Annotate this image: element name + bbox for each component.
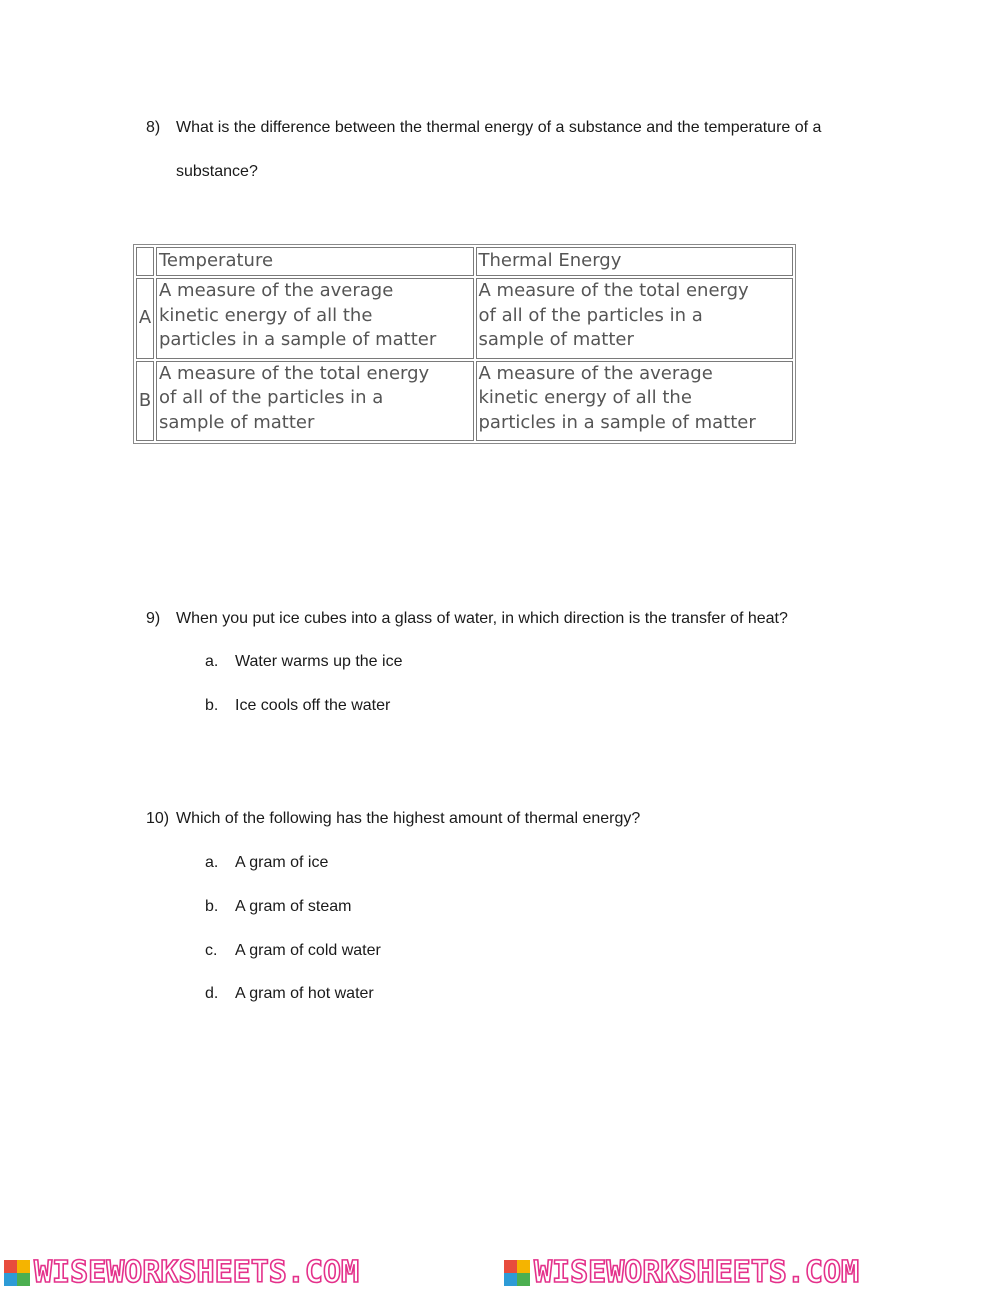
header-thermal-energy: Thermal Energy <box>476 247 794 276</box>
cell-line: of all of the particles in a <box>159 387 384 408</box>
cell-line: sample of matter <box>478 329 634 350</box>
cell-line: sample of matter <box>159 411 315 433</box>
question-number: 8) <box>146 119 161 136</box>
option-letter: b. <box>205 898 219 915</box>
thermal-energy-cell <box>476 278 794 359</box>
option-text: Water warms up the ice <box>235 653 403 670</box>
table-row <box>136 361 793 442</box>
option-text: A gram of cold water <box>235 942 381 959</box>
logo-icon <box>504 1260 530 1286</box>
cell-line: particles in a sample of matter <box>478 411 756 433</box>
cell-line: of all of the particles in a <box>478 304 703 326</box>
option-text: Ice cools off the water <box>235 697 391 714</box>
row-label: A <box>136 278 154 359</box>
option-letter: c. <box>205 942 218 959</box>
option-letter: a. <box>205 653 219 670</box>
table-corner-cell <box>136 247 154 276</box>
brand-text: WISEWORKSHEETS.COM <box>534 1255 860 1290</box>
question-text: When you put ice cubes into a glass of water, in which direction is the transfer of heat? <box>176 610 788 627</box>
option-letter: a. <box>205 854 219 871</box>
logo-icon <box>4 1260 30 1286</box>
question-text-continued: substance? <box>176 163 258 180</box>
cell-line: kinetic energy of all the <box>478 387 692 408</box>
row-label: B <box>136 361 154 442</box>
option-text: A gram of steam <box>235 898 352 915</box>
option-text: A gram of hot water <box>235 985 374 1002</box>
question-text: Which of the following has the highest amount of thermal energy? <box>176 810 641 827</box>
cell-line: A measure of the total energy <box>478 280 749 301</box>
question-text: What is the difference between the thermal energy of a substance and the temperature of a <box>176 119 822 136</box>
option-letter: b. <box>205 697 219 714</box>
cell-line: A measure of the average <box>159 280 394 301</box>
thermal-energy-cell <box>476 361 794 442</box>
cell-line: kinetic energy of all the <box>159 304 373 326</box>
footer-brand-strip <box>0 1256 1000 1291</box>
brand-logo <box>4 1255 360 1290</box>
temperature-cell <box>156 361 474 442</box>
temperature-cell <box>156 278 474 359</box>
comparison-table <box>133 244 796 444</box>
option-letter: d. <box>205 985 219 1002</box>
table-header-row <box>136 247 793 276</box>
brand-text: WISEWORKSHEETS.COM <box>34 1255 360 1290</box>
header-temperature: Temperature <box>156 247 474 276</box>
cell-line: A measure of the total energy <box>159 362 430 384</box>
table-row <box>136 278 793 359</box>
question-number: 9) <box>146 610 161 627</box>
question-number: 10) <box>146 810 170 827</box>
cell-line: particles in a sample of matter <box>159 329 437 350</box>
option-text: A gram of ice <box>235 854 329 871</box>
cell-line: A measure of the average <box>478 362 713 384</box>
brand-logo <box>504 1255 860 1290</box>
